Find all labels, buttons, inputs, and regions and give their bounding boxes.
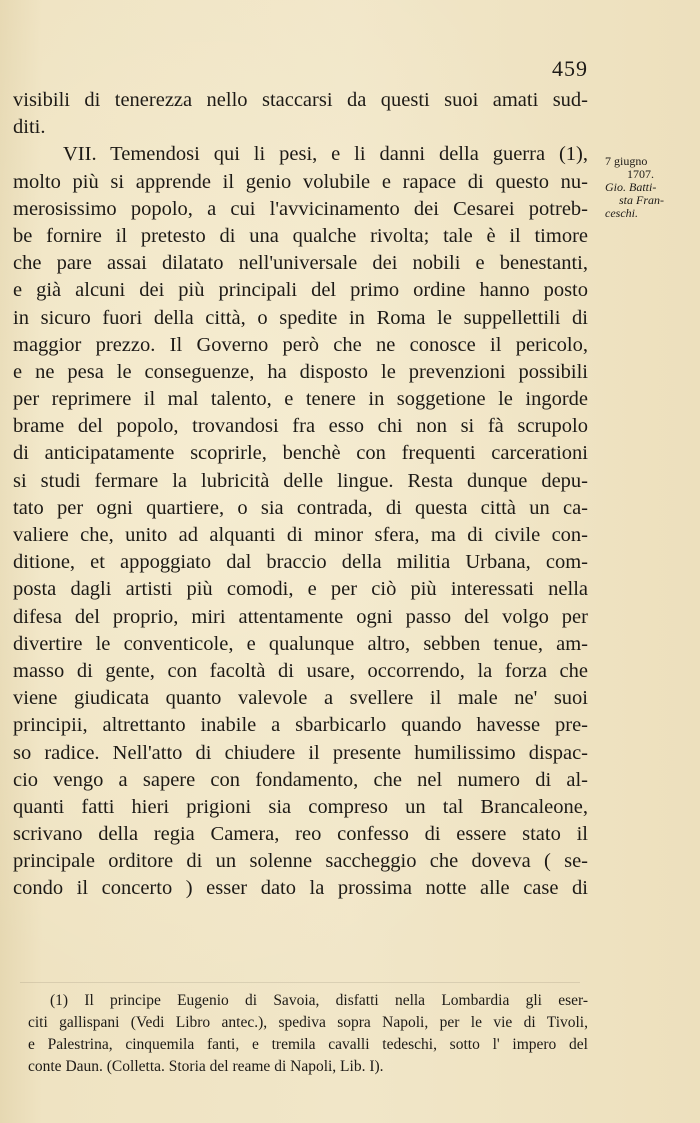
text-line: si studi fermare la lubricità delle lingue. Resta dunque depu- xyxy=(13,469,588,492)
text-line: per reprimere il mal talento, e tenere in soggetione le ingorde xyxy=(13,388,588,411)
text-line: che pare assai dilatato nell'universale dei nobili e benestanti, xyxy=(13,252,588,275)
text-line: posta dagli artisti più comodi, e per ciò più interessati nella xyxy=(13,578,588,601)
text-line: be fornire il pretesto di una qualche rivolta; tale è il timore xyxy=(13,224,588,247)
text-line: so radice. Nell'atto di chiudere il presente humilissimo dispac- xyxy=(13,741,588,764)
text-line: valiere che, unito ad alquanti di minor sfera, ma di civile con- xyxy=(13,524,588,546)
text-line: e già alcuni dei più principali del primo ordine hanno posto xyxy=(13,279,588,302)
footnote-line: e Palestrina, cinquemila fanti, e tremila cavalli tedeschi, sotto l' impero del xyxy=(28,1036,588,1053)
text-line: di anticipatamente scoprirle, benchè con frequenti carcerationi xyxy=(13,442,588,465)
text-line: cio vengo a sapere con fondamento, che nel numero di al- xyxy=(13,768,588,791)
margin-note-year: 1707. xyxy=(627,167,654,181)
text-line: maggior prezzo. Il Governo però che ne conosce il pericolo, xyxy=(13,333,588,356)
text-line: diti. xyxy=(13,116,46,139)
footnote-line: (1) Il principe Eugenio di Savoia, disfatti nella Lombardia gli eser- xyxy=(50,992,588,1009)
body-text xyxy=(13,87,588,903)
text-line: masso di gente, con facoltà di usare, occorrendo, la forza che xyxy=(13,659,588,682)
text-line: e ne pesa le conseguenze, ha disposto le prevenzioni possibili xyxy=(13,360,588,383)
paragraph-start-line: VII. Temendosi qui li pesi, e li danni della guerra (1), xyxy=(63,143,588,166)
footnote xyxy=(28,990,588,1078)
text-line: brame del popolo, trovandosi fra esso chi non si fà scrupolo xyxy=(13,415,588,438)
footnote-divider xyxy=(20,982,580,983)
text-line: principii, altrettanto inabile a sbarbicarlo quando havesse pre- xyxy=(13,714,588,737)
margin-note-name-line: ceschi. xyxy=(605,206,638,220)
text-line: molto più si apprende il genio volubile e rapace di questo nu- xyxy=(13,170,588,193)
text-line: difesa del proprio, miri attentamente ogni passo del volgo per xyxy=(13,605,588,628)
text-line: ditione, et appoggiato dal braccio della militia Urbana, com- xyxy=(13,551,588,574)
text-line: divertire le conventicole, e qualunque altro, sebben tenue, am- xyxy=(13,632,588,655)
text-line: quanti fatti hieri prigioni sia compreso un tal Brancaleone, xyxy=(13,795,588,818)
margin-note-name-line: sta Fran- xyxy=(619,193,664,207)
footnote-line: citi gallispani (Vedi Libro antec.), spediva sopra Napoli, per le vie di Tivoli, xyxy=(28,1014,588,1031)
text-line: in sicuro fuori della città, o spedite in Roma le suppellettili di xyxy=(13,306,588,329)
margin-note xyxy=(605,155,700,220)
page-number: 459 xyxy=(552,56,588,81)
text-line: tato per ogni quartiere, o sia contrada, di questa città un ca- xyxy=(13,496,588,519)
text-line: viene giudicata quanto valevole a svellere il male ne' suoi xyxy=(13,687,588,710)
text-line: merosissimo popolo, a cui l'avvicinamento dei Cesarei potreb- xyxy=(13,197,588,220)
text-line: condo il concerto ) esser dato la prossima notte alle case di xyxy=(13,877,588,900)
margin-note-date: 7 giugno xyxy=(605,154,648,168)
text-line: visibili di tenerezza nello staccarsi da questi suoi amati sud- xyxy=(13,89,588,111)
footnote-line: conte Daun. (Colletta. Storia del reame di Napoli, Lib. I). xyxy=(28,1058,384,1075)
text-line: scrivano della regia Camera, reo confesso di essere stato il xyxy=(13,823,588,846)
text-line: principale orditore di un solenne saccheggio che doveva ( se- xyxy=(13,850,588,873)
margin-note-name-line: Gio. Batti- xyxy=(605,180,657,194)
